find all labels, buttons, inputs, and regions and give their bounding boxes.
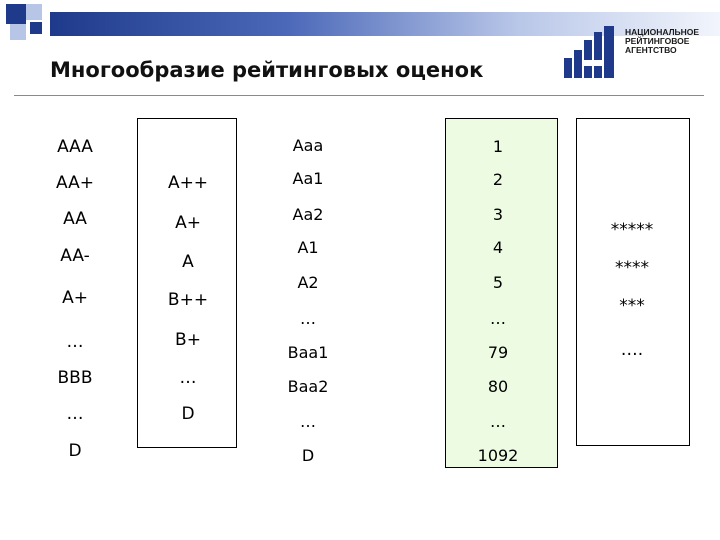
rating-value: 1 — [492, 137, 504, 156]
rating-value: D — [301, 446, 315, 465]
rating-value: 2 — [492, 170, 504, 189]
rating-value: A+ — [62, 288, 88, 308]
rating-value: A+ — [175, 213, 201, 233]
rating-value: 5 — [492, 273, 504, 292]
logo-line: НАЦИОНАЛЬНОЕ — [625, 27, 700, 37]
rating-value: D — [181, 404, 195, 424]
rating-value: 3 — [492, 205, 504, 224]
rating-value: A2 — [297, 273, 319, 292]
rating-value: D — [68, 441, 82, 461]
rating-value: … — [300, 412, 316, 431]
agency-logo-text — [625, 28, 699, 55]
rating-value: BBB — [57, 368, 93, 388]
rating-value: … — [179, 368, 197, 388]
rating-value: Baa2 — [287, 377, 329, 396]
corner-square — [26, 4, 42, 20]
rating-value: … — [66, 332, 84, 352]
rating-value: AAA — [57, 137, 93, 157]
rating-value: **** — [615, 258, 649, 278]
rating-value: … — [490, 412, 506, 431]
corner-square — [6, 4, 26, 24]
rating-value: Aa1 — [292, 169, 324, 188]
rating-value: … — [66, 404, 84, 424]
corner-square — [30, 22, 42, 34]
corner-square — [10, 24, 26, 40]
rating-value: AA- — [60, 246, 90, 266]
agency-logo-icon — [562, 24, 618, 80]
rating-value: *** — [619, 296, 645, 316]
rating-value: A — [182, 252, 194, 272]
rating-value: … — [490, 309, 506, 328]
rating-value: AA+ — [56, 173, 94, 193]
rating-column-5-box — [576, 118, 690, 446]
rating-value: B+ — [175, 330, 201, 350]
rating-value: Aa2 — [292, 205, 324, 224]
rating-value: Aaa — [292, 136, 324, 155]
rating-value: 80 — [487, 377, 509, 396]
page-title: Многообразие рейтинговых оценок — [50, 58, 484, 82]
header-gradient-bar — [50, 12, 720, 36]
rating-value: A++ — [167, 173, 209, 193]
logo-line: РЕЙТИНГОВОЕ — [625, 36, 690, 46]
rating-value: 4 — [492, 238, 504, 257]
rating-value: … — [300, 309, 316, 328]
logo-line: АГЕНТСТВО — [625, 45, 677, 55]
rating-value: AA — [63, 209, 87, 229]
title-underline — [14, 95, 704, 96]
rating-value: ***** — [610, 220, 654, 240]
rating-value: Baa1 — [287, 343, 329, 362]
rating-column-2-box — [137, 118, 237, 448]
rating-value: …. — [620, 340, 644, 360]
rating-value: A1 — [297, 238, 319, 257]
rating-value: 1092 — [477, 446, 519, 465]
rating-value: B++ — [167, 290, 209, 310]
rating-value: 79 — [487, 343, 509, 362]
